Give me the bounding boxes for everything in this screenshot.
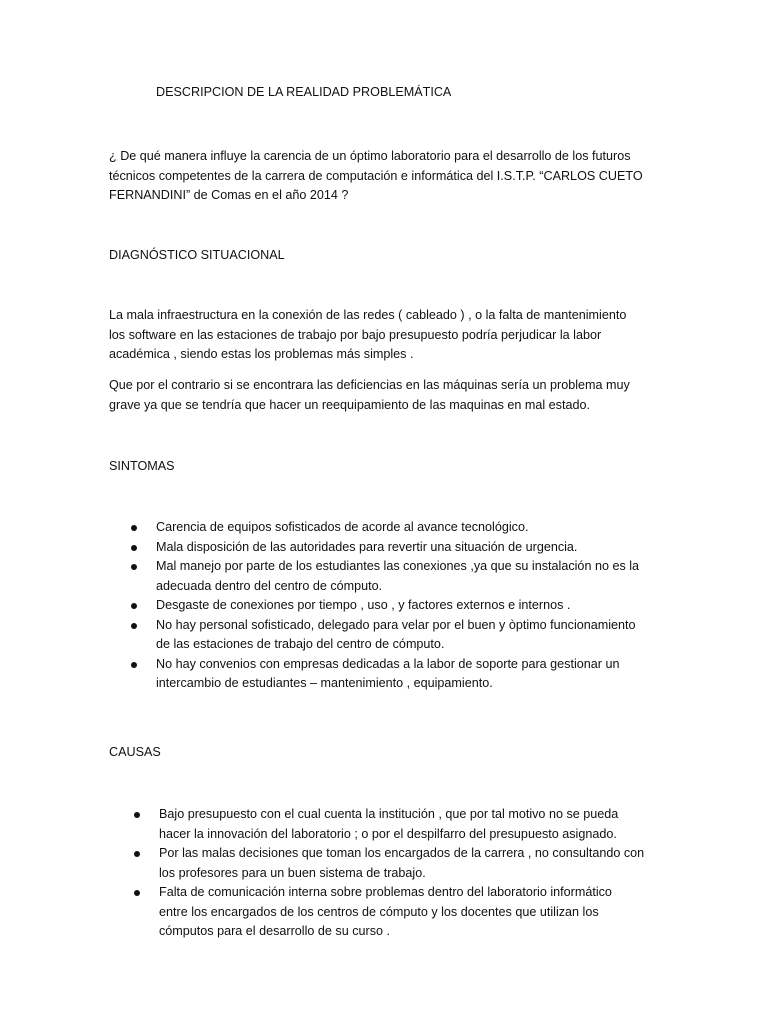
list-item-text: cómputos para el desarrollo de su curso . [159, 924, 391, 938]
list-item-text: intercambio de estudiantes – mantenimiento , equipamiento. [156, 676, 493, 690]
list-item [131, 655, 639, 694]
diagnostico-paragraph-1 [109, 306, 669, 365]
list-item-text: No hay personal sofisticado, delegado para velar por el buen y òptimo funcionamiento [156, 617, 636, 632]
list-item-text: entre los encargados de los centros de cómputo y los docentes que utilizan los [159, 904, 599, 919]
paragraph-line: académica , siendo estas los problemas más simples . [109, 347, 414, 361]
question-line: FERNANDINI” de Comas en el año 2014 ? [109, 188, 349, 202]
list-item-text: Por las malas decisiones que toman los encargados de la carrera , no consultando con [159, 846, 645, 860]
list-item-text: Mala disposición de las autoridades para revertir una situación de urgencia. [156, 539, 578, 554]
bullet-icon [131, 662, 137, 668]
document-title: DESCRIPCION DE LA REALIDAD PROBLEMÁTICA [156, 85, 452, 99]
bullet-icon [134, 851, 140, 857]
causas-heading: CAUSAS [109, 745, 161, 759]
paragraph-line: los software en las estaciones de trabajo por bajo presupuesto podría perjudicar la labor [109, 327, 602, 342]
list-item [131, 557, 639, 596]
bullet-icon [131, 564, 137, 570]
list-item-text: los profesores para un buen sistema de trabajo. [159, 865, 426, 880]
bullet-icon [134, 890, 140, 896]
list-item [131, 518, 639, 538]
list-item-text: de las estaciones de trabajo del centro de cómputo. [156, 637, 445, 651]
bullet-icon [134, 812, 140, 818]
list-item [131, 616, 639, 655]
causas-list [134, 805, 644, 942]
diagnostico-paragraph-2 [109, 376, 669, 415]
question-line: técnicos competentes de la carrera de computación e informática del I.S.T.P. “CARLOS CUETO [109, 168, 643, 183]
bullet-icon [131, 623, 137, 629]
list-item-text: Falta de comunicación interna sobre problemas dentro del laboratorio informático [159, 885, 612, 899]
list-item [134, 844, 644, 883]
list-item-text: Mal manejo por parte de los estudiantes las conexiones ,ya que su instalación no es la [156, 559, 640, 573]
sintomas-list [131, 518, 639, 694]
sintomas-heading: SINTOMAS [109, 459, 175, 473]
bullet-icon [131, 545, 137, 551]
diagnostico-heading: DIAGNÓSTICO SITUACIONAL [109, 248, 285, 262]
paragraph-line: grave ya que se tendría que hacer un reequipamiento de las maquinas en mal estado. [109, 397, 590, 412]
research-question [109, 147, 669, 206]
paragraph-line: Que por el contrario si se encontrara las deficiencias en las máquinas sería un problema muy [109, 378, 630, 392]
list-item-text: Bajo presupuesto con el cual cuenta la institución , que por tal motivo no se pueda [159, 807, 619, 821]
list-item-text: Carencia de equipos sofisticados de acorde al avance tecnológico. [156, 520, 529, 534]
list-item-text: hacer la innovación del laboratorio ; o por el despilfarro del presupuesto asignado. [159, 826, 617, 841]
bullet-icon [131, 603, 137, 609]
paragraph-line: La mala infraestructura en la conexión de las redes ( cableado ) , o la falta de mantenimiento [109, 308, 627, 322]
list-item [134, 805, 644, 844]
list-item-text: Desgaste de conexiones por tiempo , uso , y factores externos e internos . [156, 598, 571, 612]
list-item-text: No hay convenios con empresas dedicadas a la labor de soporte para gestionar un [156, 656, 620, 671]
list-item [131, 538, 639, 558]
list-item-text: adecuada dentro del centro de cómputo. [156, 578, 383, 593]
list-item [134, 883, 644, 942]
list-item [131, 596, 639, 616]
bullet-icon [131, 525, 137, 531]
question-line: ¿ De qué manera influye la carencia de un óptimo laboratorio para el desarrollo de los futuros [109, 149, 631, 163]
